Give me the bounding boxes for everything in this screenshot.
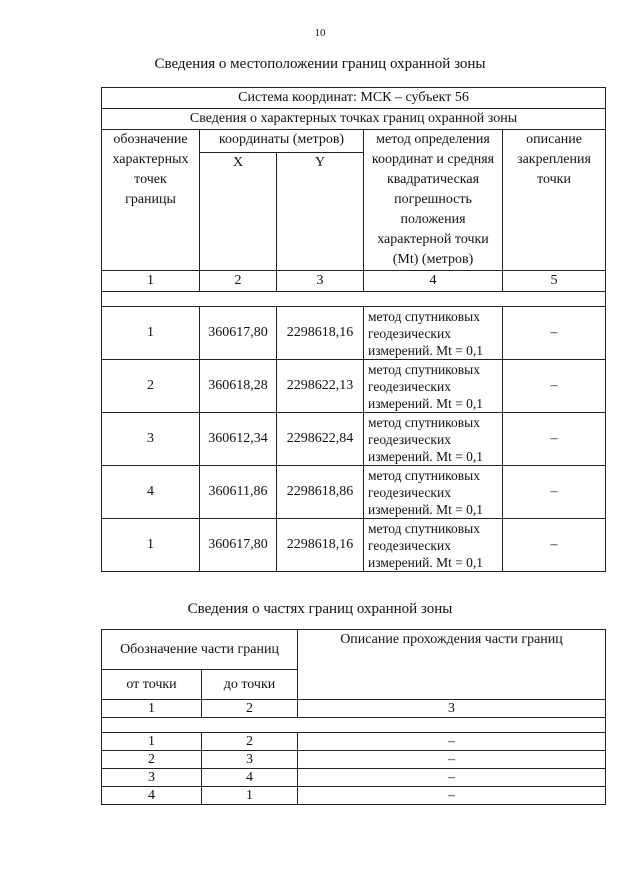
method-line: измерений. Mt = 0,1 (368, 342, 484, 358)
method-line: геодезических (368, 537, 451, 553)
table-row (102, 751, 606, 769)
from-point: 3 (102, 769, 202, 787)
method-line: метод спутниковых (368, 361, 480, 377)
table-row (102, 733, 606, 751)
table-row (102, 769, 606, 787)
table-row (102, 787, 606, 805)
section-title: Сведения о характерных точках границ охранной зоны (102, 109, 606, 130)
y-value: 2298618,16 (277, 307, 364, 360)
col-number: 3 (298, 700, 606, 718)
method-cell (364, 519, 503, 572)
header-to-point: до точки (202, 670, 298, 700)
col-number: 2 (202, 700, 298, 718)
part-description: – (298, 787, 606, 805)
table-row (102, 360, 606, 413)
method-line: измерений. Mt = 0,1 (368, 554, 484, 570)
fixation-desc: – (503, 360, 606, 413)
col-number: 1 (102, 271, 200, 292)
method-line: измерений. Mt = 0,1 (368, 501, 484, 517)
col-number: 2 (200, 271, 277, 292)
fixation-desc: – (503, 519, 606, 572)
fixation-desc: – (503, 466, 606, 519)
point-id: 2 (102, 360, 200, 413)
header-line: характерной точки (377, 232, 489, 247)
method-cell (364, 413, 503, 466)
from-point: 1 (102, 733, 202, 751)
header-line: границы (125, 192, 176, 207)
header-line: характерных (112, 152, 189, 167)
header-part-designation: Обозначение части границ (102, 630, 298, 670)
method-line: геодезических (368, 325, 451, 341)
col-number: 5 (503, 271, 606, 292)
y-value: 2298618,16 (277, 519, 364, 572)
header-line: положения (400, 212, 466, 227)
header-line: обозначение (113, 132, 188, 147)
from-point: 2 (102, 751, 202, 769)
table-row (102, 466, 606, 519)
to-point: 2 (202, 733, 298, 751)
header-line: координат и средняя (371, 152, 495, 167)
header-line: метод определения (376, 132, 490, 147)
document-title: Сведения о местоположении границ охранной зоны (154, 56, 486, 72)
method-cell (364, 360, 503, 413)
point-id: 3 (102, 413, 200, 466)
method-cell (364, 466, 503, 519)
to-point: 3 (202, 751, 298, 769)
point-id: 1 (102, 307, 200, 360)
header-line: (Mt) (метров) (392, 252, 474, 267)
y-value: 2298618,86 (277, 466, 364, 519)
header-line: описание (526, 132, 582, 147)
method-line: геодезических (368, 431, 451, 447)
header-line: точки (537, 172, 571, 187)
method-line: измерений. Mt = 0,1 (368, 395, 484, 411)
point-id: 4 (102, 466, 200, 519)
boundary-parts-table (101, 629, 606, 805)
fixation-desc: – (503, 307, 606, 360)
header-line: погрешность (394, 192, 472, 207)
header-method (364, 130, 503, 271)
fixation-desc: – (503, 413, 606, 466)
method-line: метод спутниковых (368, 520, 480, 536)
header-from-point: от точки (102, 670, 202, 700)
empty-row (102, 718, 606, 733)
header-point-designation (102, 130, 200, 271)
header-x: X (200, 153, 277, 271)
coordinate-system: Система координат: МСК – субъект 56 (102, 88, 606, 109)
coordinates-table (101, 87, 606, 572)
header-part-description: Описание прохождения части границ (298, 630, 606, 700)
empty-row (102, 292, 606, 307)
header-line: квадратическая (386, 172, 480, 187)
header-coordinates: координаты (метров) (200, 130, 364, 153)
method-line: геодезических (368, 378, 451, 394)
x-value: 360612,34 (200, 413, 277, 466)
point-id: 1 (102, 519, 200, 572)
from-point: 4 (102, 787, 202, 805)
header-y: Y (277, 153, 364, 271)
table-row (102, 413, 606, 466)
method-cell (364, 307, 503, 360)
x-value: 360617,80 (200, 519, 277, 572)
parts-title: Сведения о частях границ охранной зоны (187, 601, 453, 617)
part-description: – (298, 751, 606, 769)
method-line: измерений. Mt = 0,1 (368, 448, 484, 464)
y-value: 2298622,84 (277, 413, 364, 466)
to-point: 1 (202, 787, 298, 805)
method-line: метод спутниковых (368, 414, 480, 430)
col-number: 3 (277, 271, 364, 292)
col-number: 1 (102, 700, 202, 718)
method-line: метод спутниковых (368, 308, 480, 324)
header-fixation (503, 130, 606, 271)
method-line: метод спутниковых (368, 467, 480, 483)
header-line: точек (134, 172, 167, 187)
x-value: 360617,80 (200, 307, 277, 360)
x-value: 360611,86 (200, 466, 277, 519)
method-line: геодезических (368, 484, 451, 500)
table-row (102, 519, 606, 572)
part-description: – (298, 733, 606, 751)
header-line: закрепления (517, 152, 591, 167)
x-value: 360618,28 (200, 360, 277, 413)
y-value: 2298622,13 (277, 360, 364, 413)
page-number: 10 (314, 27, 326, 39)
to-point: 4 (202, 769, 298, 787)
table-row (102, 307, 606, 360)
part-description: – (298, 769, 606, 787)
col-number: 4 (364, 271, 503, 292)
